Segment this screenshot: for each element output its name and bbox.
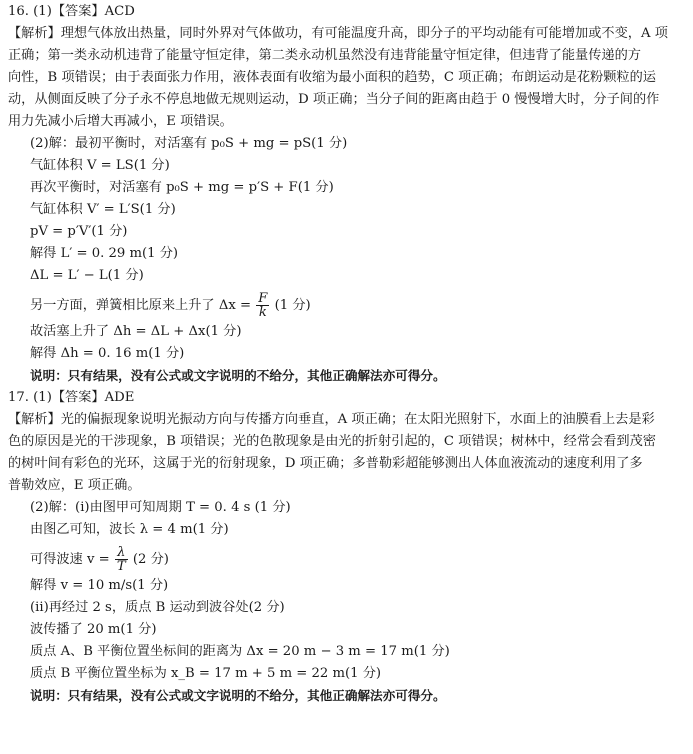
q16-analysis-line-1: 【解析】理想气体放出热量，同时外界对气体做功，有可能温度升高，即分子的平均动能有可能增加或不变，A 项: [8, 26, 668, 41]
q17-part2-step-3: [8, 543, 686, 577]
q17-fraction: [115, 546, 128, 573]
q16-part2-step-6: 解得 L′ = 0. 29 m(1 分): [30, 246, 179, 261]
q16-analysis-line-3: 向性，B 项错误；由于表面张力作用，液体表面有收缩为最小面积的趋势，C 项正确；布朗运动是花粉颗粒的运: [8, 70, 656, 85]
q16-part2-step-3: 再次平衡时，对活塞有 p₀S + mg = p′S + F(1 分): [30, 180, 334, 195]
q17-analysis-line-3: 的树叶间有彩色的光环，这属于光的衍射现象，D 项正确；多普勒彩超能够测出人体血液流动的速度利用了多: [8, 456, 643, 471]
q16-spring-score: (1 分): [274, 298, 311, 313]
q17-part2-step-2: 由图乙可知，波长 λ = 4 m(1 分): [30, 522, 229, 537]
q17-heading: 17. (1)【答案】ADE: [8, 390, 135, 405]
q16-part2-step-10: 解得 Δh = 0. 16 m(1 分): [30, 346, 185, 361]
q16-part2-step-5: pV = p′V′(1 分): [30, 224, 128, 239]
q16-fraction: [256, 292, 269, 319]
q16-analysis-line-2: 正确；第一类永动机违背了能量守恒定律，第二类永动机虽然没有违背能量守恒定律，但违背了能量传递的方: [8, 48, 641, 63]
q16-part2-step-2: 气缸体积 V = LS(1 分): [30, 158, 170, 173]
q16-spring-text: 另一方面，弹簧相比原来上升了 Δx =: [30, 298, 252, 313]
q16-part2-step-9: 故活塞上升了 Δh = ΔL + Δx(1 分): [30, 324, 242, 339]
q17-part2-step-1: (2)解：(i)由图甲可知周期 T = 0. 4 s (1 分): [30, 500, 291, 515]
q16-analysis-line-5: 用力先减小后增大再减小，E 项错误。: [8, 114, 233, 129]
q17-analysis-line-4: 普勒效应，E 项正确。: [8, 478, 141, 493]
q17-fraction-numerator: λ: [115, 546, 128, 560]
q17-analysis-line-1: 【解析】光的偏振现象说明光振动方向与传播方向垂直，A 项正确；在太阳光照射下，水面上的油膜看上去是彩: [8, 412, 655, 427]
q17-part2-step-6: 波传播了 20 m(1 分): [30, 622, 157, 637]
q17-part2-step-4: 解得 v = 10 m/s(1 分): [30, 578, 169, 593]
q17-speed-text: 可得波速 v =: [30, 552, 110, 567]
q17-speed-score: (2 分): [132, 552, 169, 567]
q16-part2-step-7: ΔL = L′ − L(1 分): [30, 268, 144, 283]
q16-part2-step-1: (2)解：最初平衡时，对活塞有 p₀S + mg = pS(1 分): [30, 136, 348, 151]
q16-part2-step-8: [8, 289, 686, 323]
q16-analysis-line-4: 动，从侧面反映了分子永不停息地做无规则运动，D 项正确；当分子间的距离由趋于 0 慢慢增大时，分子间的作: [8, 92, 660, 107]
q16-fraction-denominator: k: [258, 305, 267, 320]
q17-grading-note: 说明：只有结果，没有公式或文字说明的不给分，其他正确解法亦可得分。: [30, 688, 446, 703]
solution-page: [8, 3, 686, 709]
q17-analysis-line-2: 色的原因是光的干涉现象，B 项错误；光的色散现象是由光的折射引起的，C 项错误；树林中，经常会看到茂密: [8, 434, 656, 449]
q16-part2-step-4: 气缸体积 V′ = L′S(1 分): [30, 202, 176, 217]
q17-part2-step-8: 质点 B 平衡位置坐标为 x_B = 17 m + 5 m = 22 m(1 分): [30, 666, 382, 681]
q17-part2-step-5: (ii)再经过 2 s，质点 B 运动到波谷处(2 分): [30, 600, 285, 615]
q17-part2-step-7: 质点 A、B 平衡位置坐标间的距离为 Δx = 20 m − 3 m = 17 m(1 分): [30, 644, 450, 659]
q16-fraction-numerator: F: [258, 291, 268, 306]
q16-heading: 16. (1)【答案】ACD: [8, 4, 135, 19]
q16-grading-note: 说明：只有结果，没有公式或文字说明的不给分，其他正确解法亦可得分。: [30, 368, 446, 383]
q17-fraction-denominator: T: [116, 559, 126, 574]
